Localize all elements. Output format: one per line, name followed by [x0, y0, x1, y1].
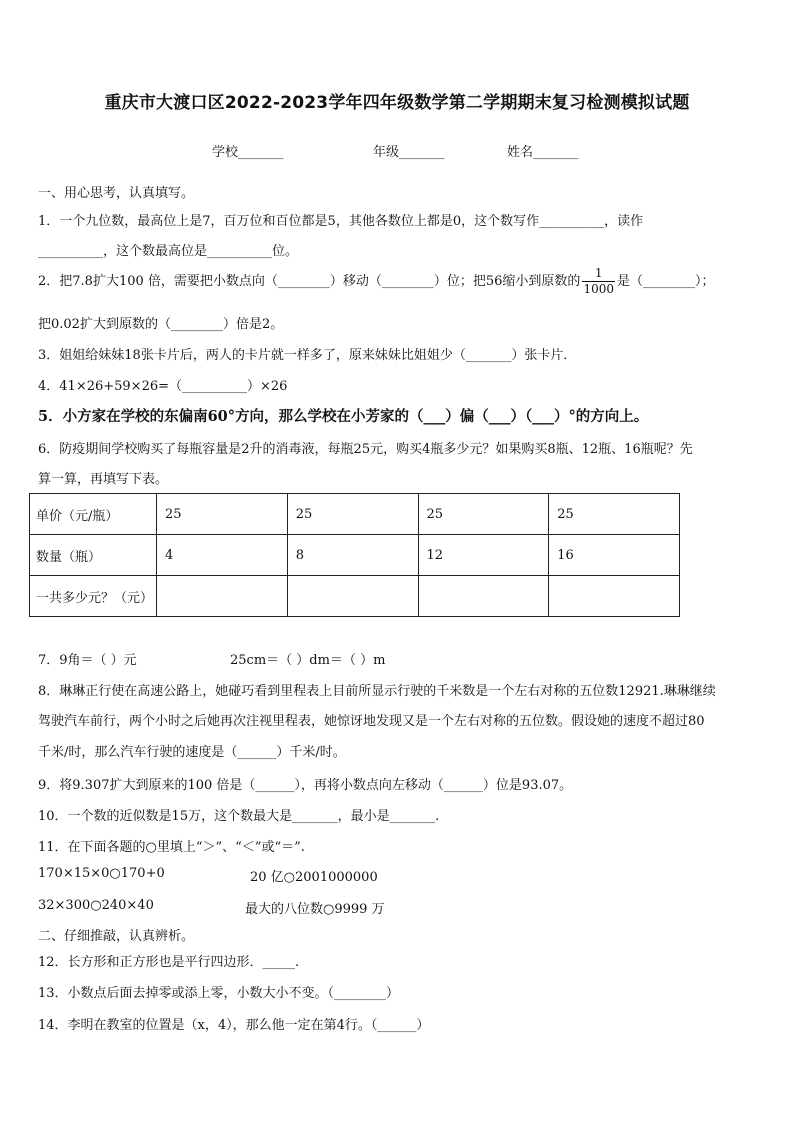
question-8-line-3: 千米/时，那么汽车行驶的速度是（______）千米/时。 — [38, 745, 346, 760]
fraction-numerator: 1 — [582, 266, 615, 282]
fraction-denominator: 1000 — [583, 282, 614, 296]
question-11-b: 20 亿○2001000000 — [250, 870, 378, 885]
question-11-d: 最大的八位数○9999 万 — [245, 902, 385, 917]
question-6-line-1: 6．防疫期间学校购买了每瓶容量是2升的消毒液，每瓶25元，购买4瓶多少元？如果购买8瓶、12瓶、16瓶呢？先 — [38, 442, 693, 457]
row-label: 单价（元/瓶） — [30, 494, 157, 535]
row-label: 一共多少元？（元） — [30, 576, 157, 617]
table-row-unit-price — [30, 494, 680, 535]
table-cell: 8 — [287, 535, 418, 576]
question-4: 4．41×26+59×26=（__________）×26 — [38, 379, 288, 394]
grade-field: 年级_______ — [373, 145, 445, 160]
question-7-part-a: 7．9角＝（ ）元 — [38, 653, 137, 668]
question-2-text-b: 是（________）； — [616, 274, 715, 289]
name-field: 姓名_______ — [507, 145, 579, 160]
table-row-total — [30, 576, 680, 617]
question-14: 14．李明在教室的位置是（x，4），那么他一定在第4行。（______） — [38, 1018, 430, 1033]
answer-cell[interactable] — [549, 576, 680, 617]
question-6-line-2: 算一算，再填写下表。 — [38, 472, 169, 487]
question-7-part-b: 25cm＝（ ）dm＝（ ）m — [230, 653, 386, 668]
fraction — [582, 266, 615, 297]
question-8-line-1: 8．琳琳正行使在高速公路上，她碰巧看到里程表上目前所显示行驶的千米数是一个左右对称的五位数12921.琳琳继续 — [38, 684, 716, 699]
price-table — [29, 493, 680, 617]
question-2-line-2: 把0.02扩大到原数的（________）倍是2。 — [38, 317, 284, 332]
table-cell: 12 — [418, 535, 549, 576]
question-13: 13．小数点后面去掉零或添上零，小数大小不变。（________） — [38, 986, 400, 1001]
question-2-text-a: 2．把7.8扩大100 倍，需要把小数点向（________）移动（________）位；把56缩小到原数的 — [38, 274, 581, 289]
question-9: 9．将9.307扩大到原来的100 倍是（______），再将小数点向左移动（______）位是93.07。 — [38, 778, 573, 793]
question-12: 12．长方形和正方形也是平行四边形．_____. — [38, 955, 300, 970]
table-cell: 25 — [418, 494, 549, 535]
table-cell: 16 — [549, 535, 680, 576]
question-1-line-1: 1．一个九位数，最高位上是7，百万位和百位都是5，其他各数位上都是0，这个数写作__________，读作 — [38, 214, 644, 229]
table-cell: 25 — [287, 494, 418, 535]
answer-cell[interactable] — [157, 576, 288, 617]
question-8-line-2: 驾驶汽车前行，两个小时之后她再次注视里程表，她惊讶地发现又是一个左右对称的五位数。假设她的速度不超过80 — [38, 714, 705, 729]
question-10: 10．一个数的近似数是15万，这个数最大是_______，最小是_______. — [38, 809, 440, 824]
question-2-line-1 — [38, 266, 715, 297]
question-11-a: 170×15×0○170+0 — [38, 866, 165, 881]
row-label: 数量（瓶） — [30, 535, 157, 576]
question-3: 3．姐姐给妹妹18张卡片后，两人的卡片就一样多了，原来妹妹比姐姐少（_______）张卡片． — [38, 348, 577, 363]
section-1-heading: 一、用心思考，认真填写。 — [38, 186, 195, 201]
school-field: 学校_______ — [212, 145, 284, 160]
page-title: 重庆市大渡口区2022-2023学年四年级数学第二学期期末复习检测模拟试题 — [104, 93, 690, 113]
question-1-line-2: __________，这个数最高位是__________位。 — [38, 244, 299, 259]
section-2-heading: 二、仔细推敲，认真辨析。 — [38, 929, 195, 944]
question-11-prompt: 11．在下面各题的○里填上“＞”、“＜”或“＝”. — [38, 840, 305, 855]
question-5: 5．小方家在学校的东偏南60°方向，那么学校在小芳家的（___）偏（___）（___）°的方向上。 — [38, 408, 649, 425]
question-11-c: 32×300○240×40 — [38, 898, 154, 913]
table-cell: 4 — [157, 535, 288, 576]
table-row-quantity — [30, 535, 680, 576]
answer-cell[interactable] — [418, 576, 549, 617]
table-cell: 25 — [157, 494, 288, 535]
answer-cell[interactable] — [287, 576, 418, 617]
table-cell: 25 — [549, 494, 680, 535]
